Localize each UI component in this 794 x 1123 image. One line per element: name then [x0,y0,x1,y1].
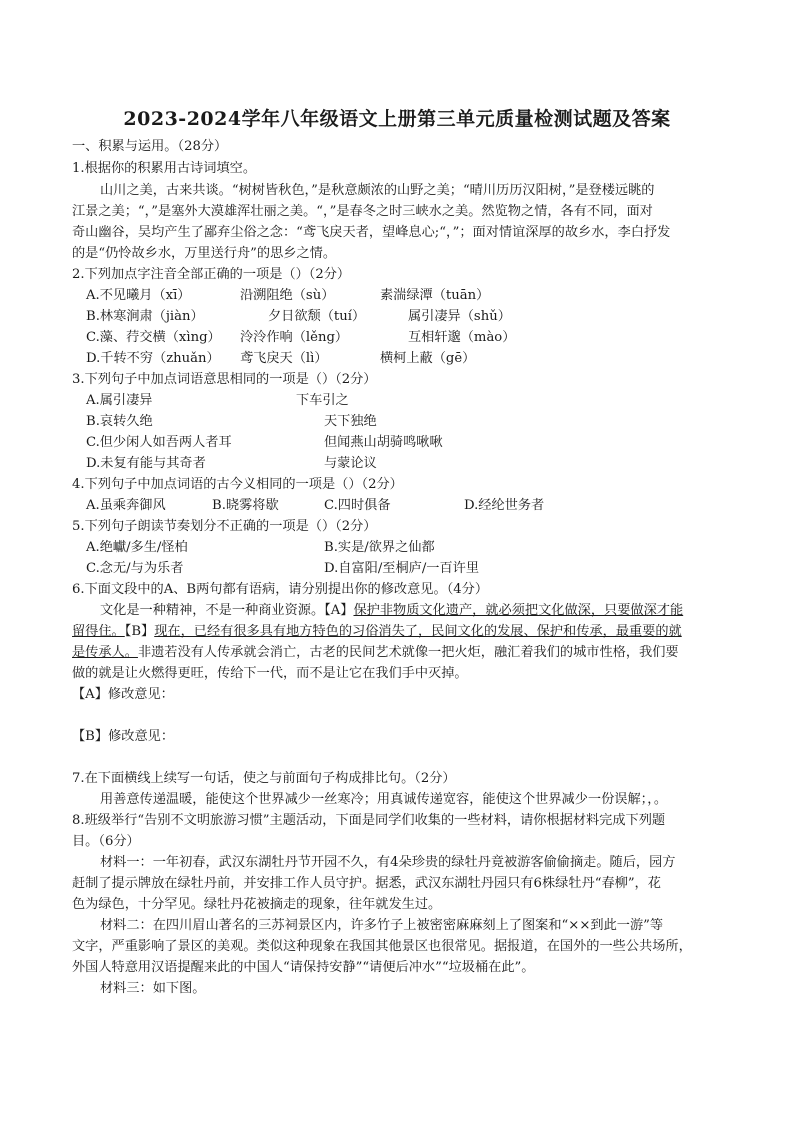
q2-option: 泠泠作响（lěng） [240,330,349,345]
q7-stem: 7.在下面横线上续写一句话，使之与前面句子构成排比句。（2分） [72,771,456,786]
q6-answer-b: 【B】修改意见： [72,729,175,744]
material-line: 外国人特意用汉语提醒来此的中国人“请保持安静”“请便后冲水”“垃圾桶在此”。 [72,960,535,975]
q6-stem: 6.下面文段中的A、B两句都有语病，请分别提出你的修改意见。（4分） [72,582,489,597]
q5-stem: 5.下列句子朗读节奏划分不正确的一项是（）（2分） [72,519,377,534]
q2-option: 鸢飞戾天（lì） [240,351,328,366]
q4-stem: 4.下列句子中加点词语的古今义相同的一项是（）（2分） [72,477,403,492]
q5-option: A.绝巘/多生/怪柏 [86,540,188,555]
q3-option: B.哀转久绝 [86,414,153,429]
q2-option: B.林寒涧肃（jiàn） [86,309,204,324]
q4-option: A.虽乘奔御风 [86,498,166,513]
q2-option: 属引凄异（shǔ） [408,309,511,324]
q1-line: 江景之美；“，”是塞外大漠雄浑壮丽之美。“，”是春冬之时三峡水之美。然览物之情，各有不同，面对 [72,204,653,219]
q2-option: 横柯上蔽（gē） [380,351,476,366]
q2-option: C.藻、荇交横（xìng） [86,330,221,345]
material-line: 文字，严重影响了景区的美观。类似这种现象在我国其他景区也很常见。据报道，在国外的一些公共场所， [72,939,692,954]
material-line: 材料二：在四川眉山著名的三苏祠景区内，许多竹子上被密密麻麻刻上了图案和“××到此一游”等 [100,918,664,933]
q3-stem: 3.下列句子中加点词语意思相同的一项是（）（2分） [72,372,377,387]
q1-stem: 1.根据你的积累用古诗词填空。 [72,161,257,176]
q6-passage-line: 做的就是让火燃得更旺，传给下一代，而不是让它在我们手中灭掉。 [72,666,468,681]
q2-option: 沿溯阻绝（sù） [240,288,335,303]
q2-option: D.千转不穷（zhuǎn） [86,351,220,366]
q3-option: 与蒙论议 [324,456,377,471]
q2-option: 素湍绿潭（tuān） [380,288,490,303]
material-line: 材料一：一年初春，武汉东湖牡丹节开园不久，有4朵珍贵的绿牡丹竟被游客偷偷摘走。随后，园方 [100,855,676,870]
q1-line: 的是“仍怜故乡水，万里送行舟”的思乡之情。 [72,246,337,261]
q2-option: 夕日欲颓（tuí） [268,309,366,324]
q3-option: 天下独绝 [324,414,377,429]
q8-stem: 目。（6分） [72,834,140,849]
q4-option: C.四时俱备 [324,498,391,513]
q5-option: C.念无/与为乐者 [86,561,184,576]
q4-option: D.经纶世务者 [464,498,545,513]
q3-option: D.未复有能与其奇者 [86,456,206,471]
q6-passage-line: 留得住。【B】现在，已经有很多具有地方特色的习俗消失了，民间文化的发展、保护和传承，最重要的就 [72,624,682,639]
q6-answer-a: 【A】修改意见： [72,687,174,702]
q3-option: 下车引之 [296,393,349,408]
q7-line: 用善意传递温暖，能使这个世界减少一丝寒冷；用真诚传递宽容，能使这个世界减少一份误解；，。 [100,792,668,807]
q5-option: D.自富阳/至桐庐/一百许里 [324,561,480,576]
material-line: 赶制了提示牌放在绿牡丹前，并安排工作人员守护。据悉，武汉东湖牡丹园只有6株绿牡丹“春柳”，花 [72,876,661,891]
q2-option: A.不见曦月（xī） [86,288,191,303]
q2-stem: 2.下列加点字注音全部正确的一项是（）（2分） [72,267,351,282]
q1-line: 山川之美，古来共谈。“树树皆秋色，”是秋意颇浓的山野之美；“晴川历历汉阳树，”是登楼远眺的 [100,183,655,198]
material-line: 材料三：如下图。 [100,981,206,996]
q6-passage-line: 是传承人。非遗若没有人传承就会消亡，古老的民间艺术就像一把火炬，融汇着我们的城市性格，我们要 [72,645,679,660]
section-heading: 一、积累与运用。（28分） [72,139,228,154]
q3-option: 但闻燕山胡骑鸣啾啾 [324,435,443,450]
q6-passage-line: 文化是一种精神，不是一种商业资源。【A】保护非物质文化遗产，就必须把文化做深，只要做深才能 [100,603,684,618]
q1-line: 奇山幽谷，吴均产生了鄙弃尘俗之念：“鸢飞戾天者，望峰息心;“，”；面对情谊深厚的故乡水，李白抒发 [72,225,671,240]
q3-option: A.属引凄异 [86,393,153,408]
material-line: 色为绿色，十分罕见。绿牡丹花被摘走的现象，往年就发生过。 [72,897,442,912]
page-title: 2023-2024学年八年级语文上册第三单元质量检测试题及答案 [123,108,671,130]
q4-option: B.晓雾将歇 [212,498,279,513]
q8-stem: 8.班级举行“告别不文明旅游习惯”主题活动，下面是同学们收集的一些材料，请你根据材料完成下列题 [72,813,666,828]
q5-option: B.实是/欲界之仙都 [324,540,435,555]
q3-option: C.但少闲人如吾两人者耳 [86,435,232,450]
q2-option: 互相轩邈（mào） [408,330,516,345]
